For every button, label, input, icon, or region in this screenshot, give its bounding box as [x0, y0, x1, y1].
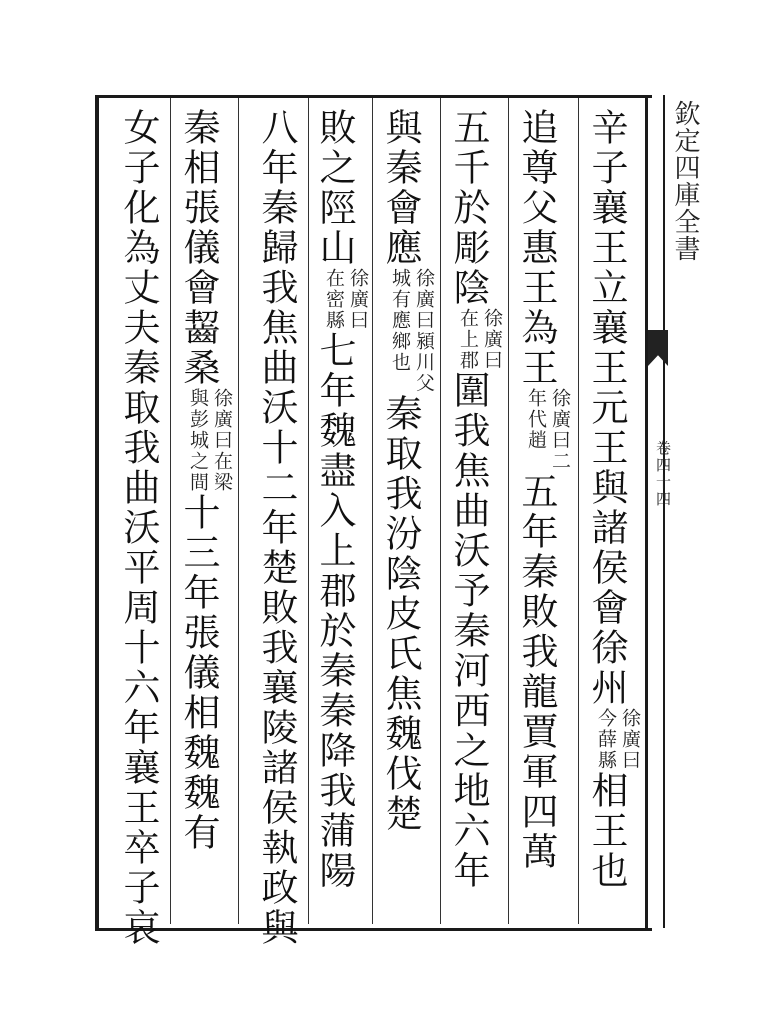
annotation-line: 在上郡 [457, 308, 479, 371]
text-column [447, 108, 504, 918]
annotation-line: 年代趙 [525, 388, 547, 451]
column-text: 女子化為丈夫秦取我曲沃平周十六年襄王卒子哀 [117, 108, 160, 948]
column-divider [508, 98, 509, 924]
inline-annotation [186, 388, 234, 493]
annotation-line: 在密縣 [323, 268, 345, 331]
column-divider [440, 98, 441, 924]
annotation-line: 今薛縣 [595, 708, 617, 771]
annotation-line: 徐廣曰二 [549, 388, 571, 472]
column-text: 敗之陘山 [313, 108, 356, 268]
fish-tail-ornament [648, 330, 668, 366]
annotation-line: 徐廣曰 [619, 708, 641, 771]
inline-annotation [388, 268, 436, 394]
column-text: 八年秦歸我焦曲沃十二年楚敗我襄陵諸侯執政與 [255, 108, 298, 948]
column-divider [578, 98, 579, 924]
text-column [585, 108, 642, 918]
annotation-line: 城有應鄉也 [389, 268, 411, 373]
book-title-margin: 欽定四庫全書 [670, 100, 700, 262]
column-text: 十三年張儀相魏魏有 [177, 493, 220, 853]
volume-label: 卷四十四 [654, 440, 672, 508]
text-column [313, 108, 370, 918]
text-column [250, 108, 302, 948]
text-column [177, 108, 234, 918]
column-divider [238, 98, 239, 924]
text-column [515, 108, 572, 918]
column-text: 七年魏盡入上郡於秦秦降我蒲陽 [313, 331, 356, 891]
column-text: 秦取我汾陰皮氏焦魏伐楚 [379, 394, 422, 834]
annotation-line: 徐廣曰潁川父 [413, 268, 435, 394]
column-text: 與秦會應 [379, 108, 422, 268]
annotation-line: 徐廣曰 [347, 268, 369, 331]
column-text: 辛子襄王立襄王元王與諸侯會徐州 [585, 108, 628, 708]
column-text: 五千於彫陰 [447, 108, 490, 308]
annotation-line: 與彭城之間 [187, 388, 209, 493]
inline-annotation [456, 308, 504, 371]
column-divider [170, 98, 171, 924]
inline-annotation [594, 708, 642, 771]
inline-annotation [322, 268, 370, 331]
annotation-line: 徐廣曰 [481, 308, 503, 371]
text-column [379, 108, 436, 918]
text-column [112, 108, 164, 948]
annotation-line: 徐廣曰在梁 [211, 388, 233, 493]
column-text: 追尊父惠王為王 [515, 108, 558, 388]
inline-annotation [524, 388, 572, 472]
column-divider [372, 98, 373, 924]
column-text: 五年秦敗我龍賈軍四萬 [515, 472, 558, 872]
border-rule [645, 95, 648, 928]
column-text: 秦相張儀會齧桑 [177, 108, 220, 388]
column-text: 相王也 [585, 771, 628, 891]
column-text: 圍我焦曲沃予秦河西之地六年 [447, 371, 490, 891]
